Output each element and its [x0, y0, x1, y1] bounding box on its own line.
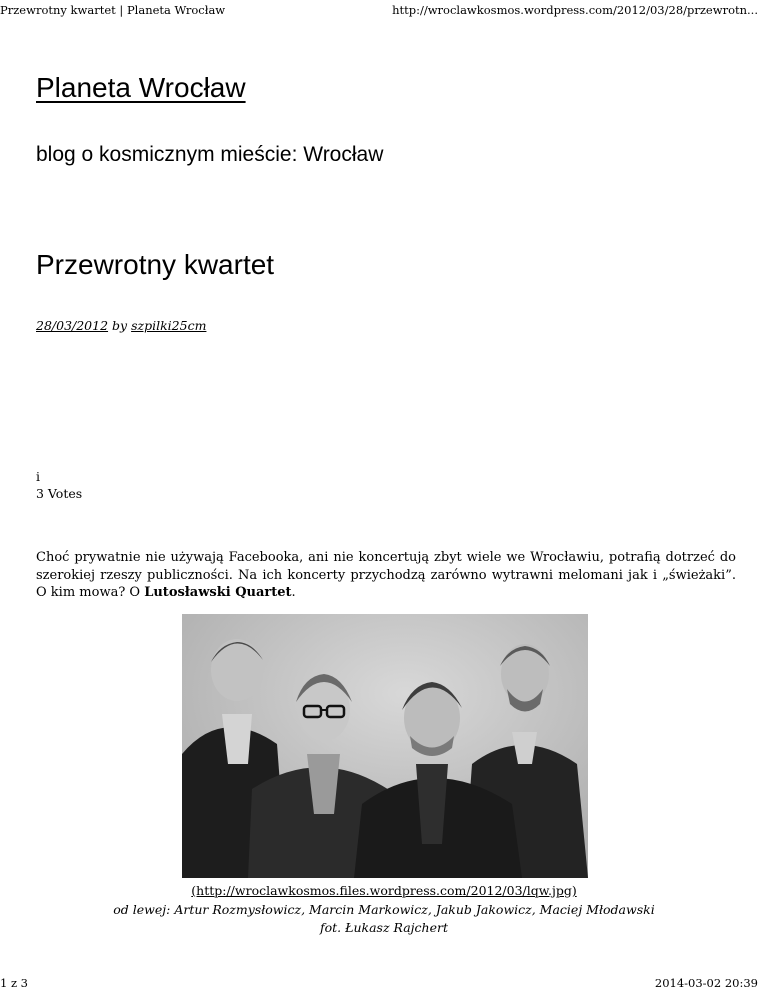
rating-icon[interactable]: i: [36, 469, 40, 484]
print-footer-page-count: 1 z 3: [0, 976, 29, 990]
photo-link-line: [0, 883, 768, 898]
site-title-link[interactable]: Planeta Wrocław: [36, 72, 246, 103]
print-header-url: http://wroclawkosmos.wordpress.com/2012/03/28/przewrotn...: [392, 3, 758, 17]
band-photo[interactable]: [182, 614, 588, 878]
post-by-label: by: [112, 318, 128, 333]
post-intro-text: Choć prywatnie nie używają Facebooka, ani nie koncertują zbyt wiele we Wrocławiu, potrafią dotrzeć do szerokiej rzeszy publiczności. Na ich koncerty przychodzą zarówno wytrawni melomani jak i „świeżaki”. O kim mowa? O: [36, 550, 736, 600]
print-header-page-title: Przewrotny kwartet | Planeta Wrocław: [0, 3, 226, 17]
band-name: Lutosławski Quartet: [144, 585, 292, 600]
photo-caption-credit: fot. Łukasz Rajchert: [319, 920, 448, 935]
photo-caption-names: od lewej: Artur Rozmysłowicz, Marcin Markowicz, Jakub Jakowicz, Maciej Młodawski: [113, 902, 655, 917]
post-title: Przewrotny kwartet: [36, 249, 275, 280]
post-intro-end: .: [291, 585, 296, 600]
post-author-link[interactable]: szpilki25cm: [131, 318, 207, 333]
rating-votes: 3 Votes: [36, 486, 83, 501]
post-meta: [36, 318, 206, 333]
rating-widget: [36, 468, 82, 502]
photo-source-link[interactable]: (http://wroclawkosmos.files.wordpress.com/2012/03/lqw.jpg): [191, 883, 577, 898]
site-tagline: blog o kosmicznym mieście: Wrocław: [36, 143, 384, 166]
print-footer-datetime: 2014-03-02 20:39: [654, 976, 758, 990]
band-photo-image: [182, 614, 588, 878]
post-date-link[interactable]: 28/03/2012: [36, 318, 109, 333]
post-intro-paragraph: [36, 549, 736, 602]
